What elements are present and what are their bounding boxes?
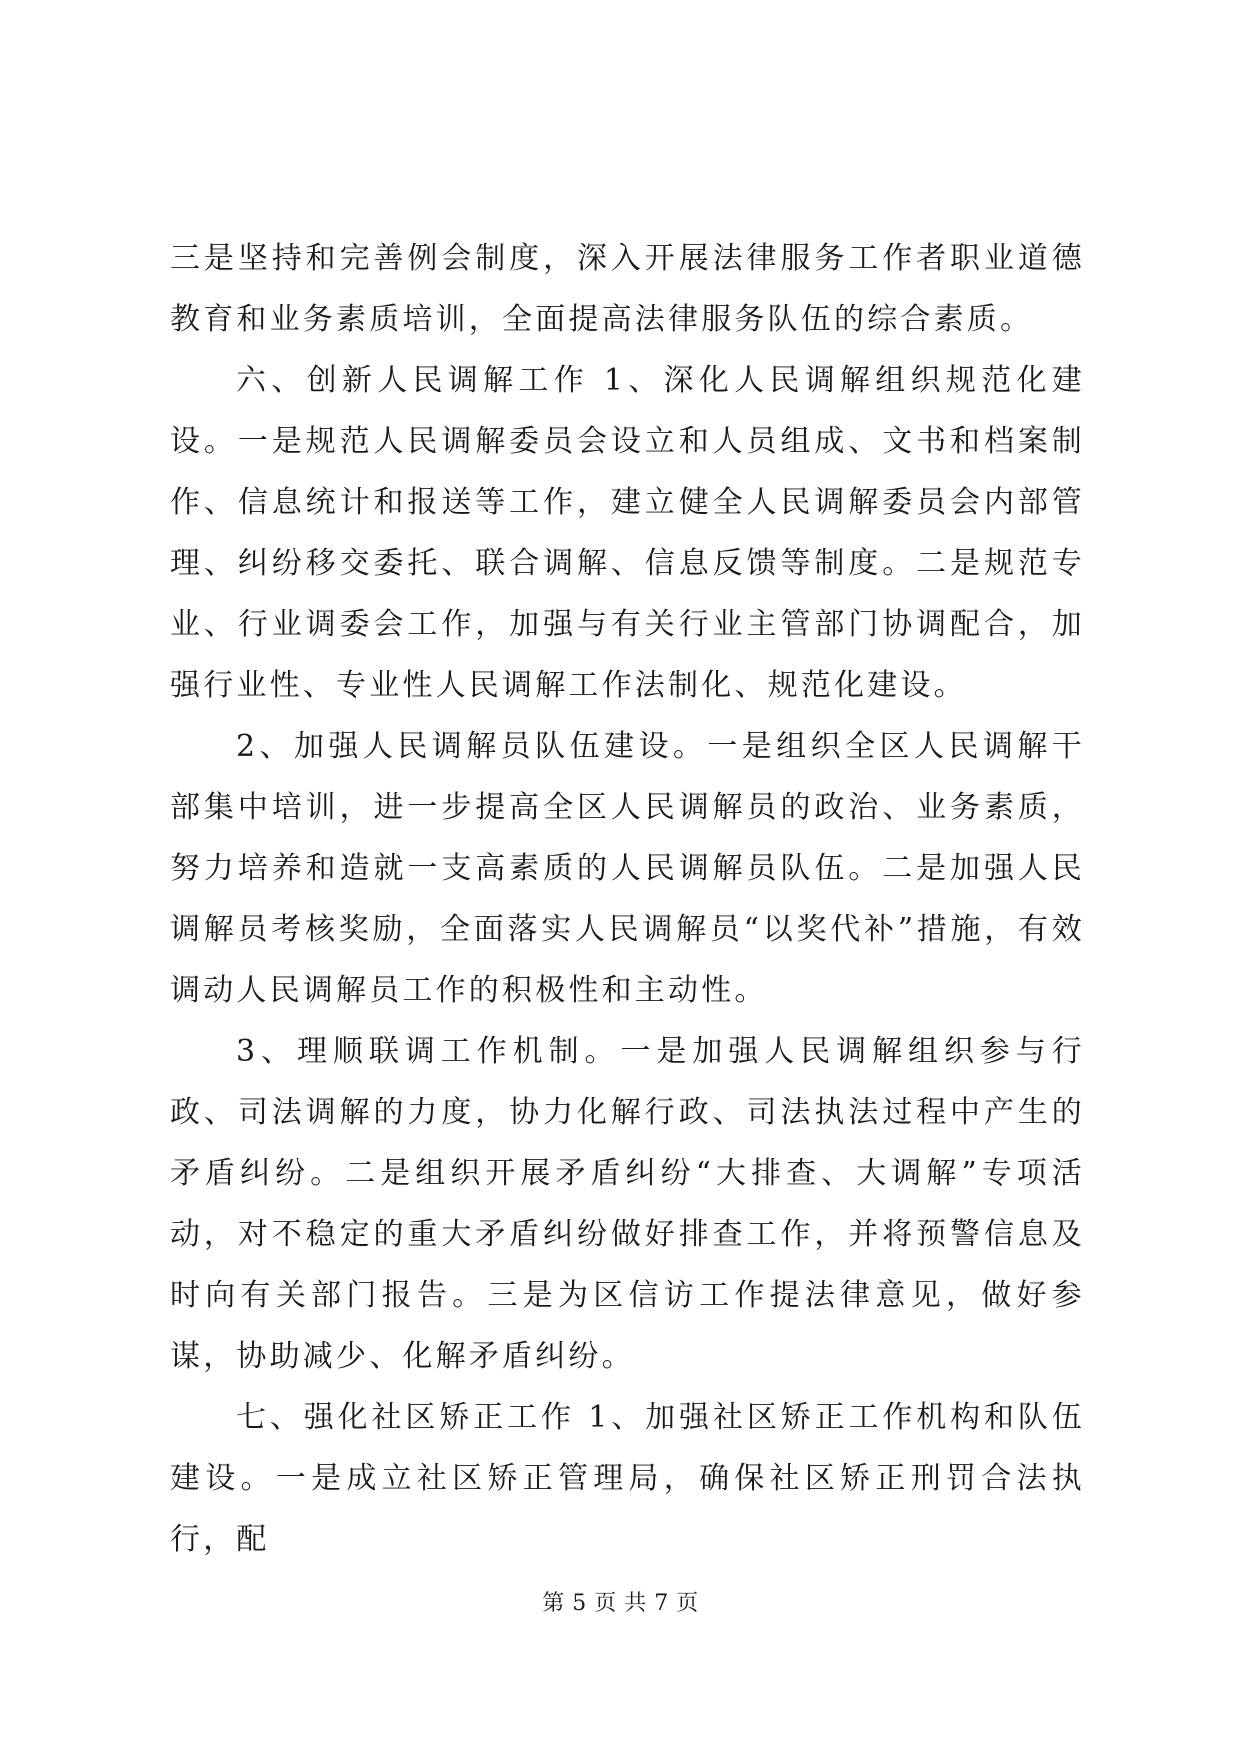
page-number-footer: 第 5 页 共 7 页	[542, 1591, 699, 1616]
paragraph-section-six: 六、创新人民调解工作 1、深化人民调解组织规范化建设。一是规范人民调解委员会设立和人员组成、文书和档案制作、信息统计和报送等工作，建立健全人民调解委员会内部管理、纠纷移交委托、联合调解、信息反馈等制度。二是规范专业、行业调委会工作，加强与有关行业主管部门协调配合，加强行业性、专业性人民调解工作法制化、规范化建设。	[170, 363, 1085, 703]
paragraph-continuation: 三是坚持和完善例会制度，深入开展法律服务工作者职业道德教育和业务素质培训，全面提高法律服务队伍的综合素质。	[170, 241, 1085, 337]
paragraph-mediator-team: 2、加强人民调解员队伍建设。一是组织全区人民调解干部集中培训，进一步提高全区人民调解员的政治、业务素质，努力培养和造就一支高素质的人民调解员队伍。二是加强人民调解员考核奖励，全面落实人民调解员“以奖代补”措施，有效调动人民调解员工作的积极性和主动性。	[170, 729, 1085, 1008]
paragraph-joint-mediation: 3、理顺联调工作机制。一是加强人民调解组织参与行政、司法调解的力度，协力化解行政、司法执法过程中产生的矛盾纠纷。二是组织开展矛盾纠纷“大排查、大调解”专项活动，对不稳定的重大矛盾纠纷做好排查工作，并将预警信息及时向有关部门报告。三是为区信访工作提法律意见，做好参谋，协助减少、化解矛盾纠纷。	[170, 1034, 1085, 1374]
paragraph-section-seven: 七、强化社区矫正工作 1、加强社区矫正工作机构和队伍建设。一是成立社区矫正管理局，确保社区矫正刑罚合法执行，配	[170, 1400, 1085, 1557]
document-body	[170, 228, 1085, 1570]
